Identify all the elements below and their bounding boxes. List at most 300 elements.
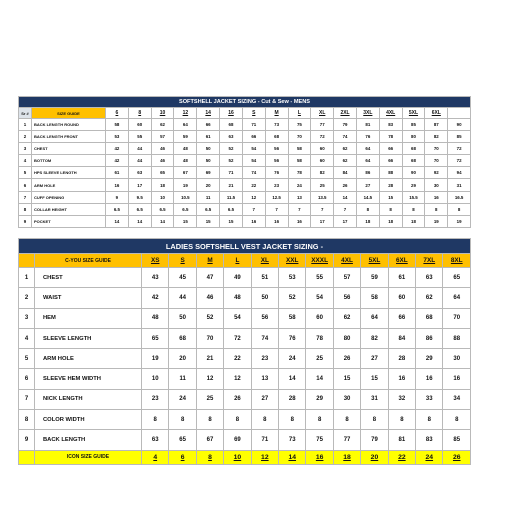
ladies-table-title: LADIES SOFTSHELL VEST JACKET SIZING - [19,239,471,254]
measurement-label: SLEEVE HEM WIDTH [35,369,142,389]
measurement-value: 64 [356,155,379,167]
measurement-value: 16 [443,369,471,389]
measurement-value: 59 [361,268,388,288]
measurement-value: 60 [306,308,333,328]
measurement-value: 48 [174,143,197,155]
measurement-value: 16 [425,191,448,203]
measurement-value: 8 [448,203,471,215]
measurement-value: 42 [106,155,129,167]
mens-size-header [448,108,471,119]
measurement-value: 71 [251,430,278,450]
mens-size-header: 6XL [425,108,448,119]
measurement-value: 17 [311,215,334,227]
measurement-label: CUFF OPENING [32,191,106,203]
measurement-value: 8 [169,410,196,430]
measurement-label: COLLAR HEIGHT [32,203,106,215]
measurement-value: 24 [279,349,306,369]
measurement-value: 21 [196,349,223,369]
measurement-value: 13 [288,191,311,203]
measurement-value: 14 [306,369,333,389]
ladies-header-sn [19,254,35,268]
measurement-value: 31 [361,389,388,409]
measurement-value: 78 [306,328,333,348]
measurement-value: 8 [279,410,306,430]
measurement-value: 12 [196,369,223,389]
measurement-value: 74 [242,167,265,179]
measurement-value: 66 [379,143,402,155]
measurement-value: 43 [142,268,169,288]
measurement-value: 44 [128,143,151,155]
measurement-value: 90 [448,119,471,131]
measurement-value: 68 [416,308,443,328]
measurement-value: 32 [388,389,415,409]
measurement-value: 8 [388,410,415,430]
measurement-value: 84 [388,328,415,348]
measurement-value: 66 [388,308,415,328]
measurement-value: 7 [265,203,288,215]
measurement-value: 92 [425,167,448,179]
measurement-value: 12.5 [265,191,288,203]
measurement-value: 50 [197,155,220,167]
measurement-value: 63 [416,268,443,288]
measurement-value: 53 [279,268,306,288]
measurement-value: 81 [356,119,379,131]
measurement-value: 9 [106,191,129,203]
measurement-value: 24 [288,179,311,191]
measurement-value: 18 [379,215,402,227]
measurement-value: 11 [169,369,196,389]
icon-size-value: 22 [388,450,415,464]
measurement-value: 8 [142,410,169,430]
measurement-value: 52 [220,155,243,167]
measurement-value: 82 [425,131,448,143]
measurement-value: 48 [142,308,169,328]
measurement-value: 68 [402,143,425,155]
measurement-value: 94 [448,167,471,179]
measurement-value: 66 [197,119,220,131]
mens-size-header: 3XL [356,108,379,119]
measurement-value: 44 [128,155,151,167]
measurement-value: 80 [402,131,425,143]
measurement-value: 14 [106,215,129,227]
ladies-table-row [19,430,471,450]
measurement-value: 15 [220,215,243,227]
ladies-table-row [19,308,471,328]
measurement-value: 90 [402,167,425,179]
measurement-value: 8 [251,410,278,430]
measurement-value: 85 [402,119,425,131]
measurement-value: 30 [443,349,471,369]
icon-size-value: 16 [306,450,333,464]
measurement-value: 15 [379,191,402,203]
measurement-value: 87 [425,119,448,131]
measurement-value: 62 [334,155,357,167]
measurement-value: 69 [224,430,251,450]
ladies-size-header: S [169,254,196,268]
measurement-value: 64 [361,308,388,328]
measurement-value: 16 [288,215,311,227]
measurement-value: 23 [265,179,288,191]
measurement-label: ARM HOLE [32,179,106,191]
measurement-value: 44 [169,288,196,308]
mens-size-header: 6 [106,108,129,119]
measurement-value: 77 [311,119,334,131]
row-number: 4 [19,155,32,167]
measurement-value: 30 [333,389,360,409]
icon-size-value: 6 [169,450,196,464]
measurement-value: 25 [311,179,334,191]
ladies-sizing-table [18,238,471,465]
measurement-value: 75 [288,119,311,131]
measurement-value: 67 [174,167,197,179]
mens-header-sn: Sr # [19,108,32,119]
measurement-value: 79 [334,119,357,131]
measurement-value: 88 [443,328,471,348]
measurement-value: 17 [334,215,357,227]
measurement-value: 6.5 [151,203,174,215]
measurement-value: 86 [356,167,379,179]
measurement-value: 6.5 [220,203,243,215]
measurement-value: 56 [251,308,278,328]
ladies-table-row [19,288,471,308]
measurement-label: BOTTOM [32,155,106,167]
measurement-value: 85 [448,131,471,143]
row-number: 1 [19,268,35,288]
row-number: 2 [19,288,35,308]
measurement-value: 7 [288,203,311,215]
measurement-label: CHEST [32,143,106,155]
measurement-value: 18 [356,215,379,227]
measurement-value: 54 [224,308,251,328]
mens-size-header: 8 [128,108,151,119]
measurement-value: 20 [169,349,196,369]
measurement-value: 10.5 [174,191,197,203]
mens-size-header: M [265,108,288,119]
mens-table-row [19,191,471,203]
measurement-value: 26 [334,179,357,191]
measurement-value: 15 [174,215,197,227]
measurement-value: 29 [402,179,425,191]
measurement-value: 51 [251,268,278,288]
measurement-value: 11.5 [220,191,243,203]
measurement-value: 68 [265,131,288,143]
measurement-value: 83 [379,119,402,131]
measurement-value: 49 [224,268,251,288]
measurement-value: 58 [288,143,311,155]
measurement-value: 34 [443,389,471,409]
measurement-value: 29 [306,389,333,409]
measurement-value: 13.5 [311,191,334,203]
measurement-value: 52 [220,143,243,155]
measurement-value: 60 [388,288,415,308]
measurement-value: 63 [142,430,169,450]
measurement-value: 71 [220,167,243,179]
mens-size-header: S [242,108,265,119]
measurement-value: 14 [151,215,174,227]
measurement-value: 15 [361,369,388,389]
measurement-value: 52 [279,288,306,308]
mens-table-row [19,167,471,179]
measurement-value: 14 [279,369,306,389]
measurement-label: SLEEVE LENGTH [35,328,142,348]
row-number: 1 [19,119,32,131]
measurement-value: 30 [425,179,448,191]
row-number: 8 [19,203,32,215]
measurement-value: 46 [151,155,174,167]
measurement-value: 54 [306,288,333,308]
measurement-value: 8 [224,410,251,430]
measurement-value: 71 [242,119,265,131]
measurement-value: 19 [448,215,471,227]
measurement-value: 17 [128,179,151,191]
row-number: 5 [19,167,32,179]
measurement-value: 16 [106,179,129,191]
measurement-value: 73 [279,430,306,450]
measurement-value: 8 [306,410,333,430]
ladies-footer-row [19,450,471,464]
measurement-value: 8 [379,203,402,215]
mens-sizing-table [18,96,471,228]
measurement-label: ARM HOLE [35,349,142,369]
ladies-size-header: XS [142,254,169,268]
measurement-value: 60 [128,119,151,131]
mens-table-row [19,179,471,191]
measurement-value: 75 [306,430,333,450]
mens-table-row [19,155,471,167]
measurement-label: BACK LENGTH [35,430,142,450]
measurement-value: 78 [379,131,402,143]
ladies-table-row [19,268,471,288]
measurement-value: 50 [251,288,278,308]
measurement-value: 57 [333,268,360,288]
measurement-value: 29 [416,349,443,369]
measurement-value: 21 [220,179,243,191]
measurement-value: 24 [169,389,196,409]
measurement-value: 42 [106,143,129,155]
measurement-value: 14 [334,191,357,203]
mens-size-header: 16 [220,108,243,119]
measurement-value: 48 [174,155,197,167]
measurement-value: 10 [142,369,169,389]
measurement-value: 68 [169,328,196,348]
measurement-value: 12 [242,191,265,203]
measurement-value: 11 [197,191,220,203]
measurement-value: 19 [174,179,197,191]
icon-size-value: 10 [224,450,251,464]
mens-table-row [19,203,471,215]
measurement-value: 18 [402,215,425,227]
ladies-footer-label: ICON SIZE GUIDE [35,450,142,464]
measurement-value: 14 [128,215,151,227]
mens-size-header: 10 [151,108,174,119]
mens-header-size-guide: SIZE GUIDE [32,108,106,119]
row-number: 9 [19,215,32,227]
measurement-value: 62 [334,143,357,155]
measurement-value: 72 [224,328,251,348]
measurement-value: 70 [288,131,311,143]
measurement-value: 62 [151,119,174,131]
measurement-value: 8 [356,203,379,215]
measurement-value: 67 [196,430,223,450]
measurement-value: 80 [333,328,360,348]
measurement-value: 27 [361,349,388,369]
measurement-label: BACK LENGTH ROUND [32,119,106,131]
measurement-value: 20 [197,179,220,191]
ladies-size-header: XL [251,254,278,268]
measurement-value: 6.5 [174,203,197,215]
measurement-value: 6.5 [128,203,151,215]
measurement-value: 74 [251,328,278,348]
row-number: 4 [19,328,35,348]
ladies-size-header: 7XL [416,254,443,268]
measurement-value: 16 [242,215,265,227]
row-number: 5 [19,349,35,369]
measurement-value: 9.5 [128,191,151,203]
row-number: 6 [19,179,32,191]
measurement-value: 7 [311,203,334,215]
measurement-value: 78 [288,167,311,179]
measurement-value: 47 [196,268,223,288]
measurement-value: 84 [334,167,357,179]
measurement-value: 46 [151,143,174,155]
measurement-value: 8 [402,203,425,215]
measurement-label: COLOR WIDTH [35,410,142,430]
measurement-value: 66 [242,131,265,143]
row-number: 7 [19,389,35,409]
measurement-value: 58 [361,288,388,308]
measurement-value: 72 [448,143,471,155]
ladies-table-body [19,268,471,451]
measurement-value: 58 [106,119,129,131]
measurement-value: 62 [333,308,360,328]
measurement-value: 7 [242,203,265,215]
measurement-value: 60 [311,143,334,155]
mens-size-header: 2XL [334,108,357,119]
ladies-size-header: 4XL [333,254,360,268]
row-number: 3 [19,308,35,328]
measurement-value: 68 [402,155,425,167]
measurement-value: 8 [361,410,388,430]
measurement-value: 61 [106,167,129,179]
mens-table-row [19,119,471,131]
measurement-value: 82 [311,167,334,179]
measurement-value: 65 [169,430,196,450]
measurement-value: 27 [356,179,379,191]
row-number: 6 [19,369,35,389]
measurement-value: 23 [251,349,278,369]
measurement-value: 31 [448,179,471,191]
measurement-value: 60 [311,155,334,167]
measurement-value: 82 [361,328,388,348]
measurement-value: 53 [106,131,129,143]
measurement-value: 26 [224,389,251,409]
measurement-value: 70 [425,143,448,155]
measurement-value: 58 [288,155,311,167]
measurement-value: 77 [333,430,360,450]
measurement-value: 56 [265,143,288,155]
measurement-value: 72 [311,131,334,143]
measurement-value: 33 [416,389,443,409]
measurement-label: NICK LENGTH [35,389,142,409]
mens-table-row [19,131,471,143]
measurement-value: 65 [443,268,471,288]
measurement-value: 50 [197,143,220,155]
measurement-value: 66 [379,155,402,167]
measurement-value: 8 [443,410,471,430]
measurement-value: 57 [151,131,174,143]
measurement-value: 64 [174,119,197,131]
mens-table-row [19,215,471,227]
measurement-value: 64 [443,288,471,308]
measurement-value: 7 [334,203,357,215]
measurement-value: 62 [416,288,443,308]
measurement-value: 74 [334,131,357,143]
measurement-value: 8 [333,410,360,430]
ladies-size-header: XXXL [306,254,333,268]
ladies-table-row [19,410,471,430]
ladies-table-row [19,349,471,369]
measurement-value: 54 [242,155,265,167]
measurement-value: 88 [379,167,402,179]
row-number: 8 [19,410,35,430]
measurement-label: BACK LENGTH FRONT [32,131,106,143]
measurement-value: 56 [333,288,360,308]
measurement-value: 61 [388,268,415,288]
measurement-value: 6.5 [197,203,220,215]
measurement-value: 61 [197,131,220,143]
ladies-table-row [19,369,471,389]
mens-size-header: XL [311,108,334,119]
row-number: 9 [19,430,35,450]
measurement-value: 12 [224,369,251,389]
measurement-label: CHEST [35,268,142,288]
row-number: 2 [19,131,32,143]
measurement-value: 42 [142,288,169,308]
measurement-value: 46 [196,288,223,308]
ladies-header-row [19,254,471,268]
measurement-value: 16 [265,215,288,227]
mens-size-header: 14 [197,108,220,119]
measurement-value: 65 [142,328,169,348]
measurement-value: 8 [416,410,443,430]
measurement-value: 16 [416,369,443,389]
measurement-value: 68 [220,119,243,131]
row-number: 7 [19,191,32,203]
ladies-header-size-guide: C-YOU SIZE GUIDE [35,254,142,268]
measurement-value: 76 [265,167,288,179]
measurement-value: 50 [169,308,196,328]
ladies-size-header: XXL [279,254,306,268]
measurement-value: 63 [128,167,151,179]
measurement-value: 10 [151,191,174,203]
measurement-value: 56 [265,155,288,167]
measurement-value: 16 [388,369,415,389]
measurement-value: 70 [425,155,448,167]
measurement-label: POCKET [32,215,106,227]
measurement-value: 13 [251,369,278,389]
measurement-value: 19 [425,215,448,227]
icon-size-value: 18 [333,450,360,464]
ladies-size-header: L [224,254,251,268]
measurement-value: 76 [356,131,379,143]
mens-size-header: L [288,108,311,119]
measurement-value: 28 [388,349,415,369]
mens-table-body [19,119,471,228]
measurement-value: 15 [197,215,220,227]
measurement-value: 25 [196,389,223,409]
measurement-value: 72 [448,155,471,167]
measurement-value: 16.5 [448,191,471,203]
